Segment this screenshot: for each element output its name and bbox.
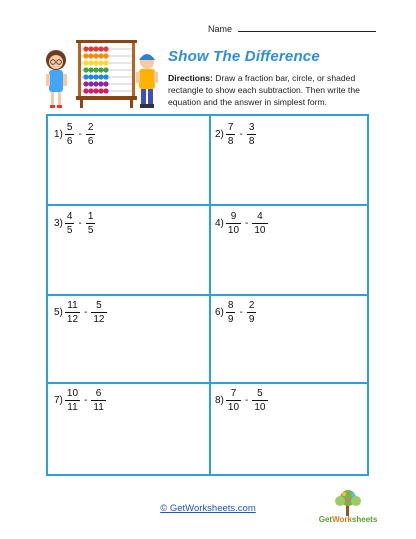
tree-icon — [318, 488, 378, 516]
fraction-bar — [91, 400, 105, 401]
numerator: 7 — [227, 122, 234, 133]
fraction — [90, 388, 106, 413]
problem-number: 5) — [54, 307, 63, 318]
name-row — [208, 23, 376, 34]
numerator: 4 — [257, 211, 263, 222]
problem-expression — [215, 388, 365, 413]
problem-cell-2[interactable] — [215, 122, 365, 182]
fraction — [225, 300, 237, 325]
grid-divider-horizontal — [48, 294, 367, 296]
minus-sign: - — [239, 129, 243, 140]
minus-sign: - — [239, 307, 243, 318]
numerator: 5 — [66, 122, 73, 133]
grid-divider-horizontal — [48, 204, 367, 206]
directions-label: Directions: — [168, 73, 213, 83]
fraction — [90, 300, 107, 325]
fraction-bar — [226, 223, 241, 224]
abacus-kids-illustration — [42, 36, 164, 112]
minus-sign: - — [245, 395, 249, 406]
fraction-bar — [65, 400, 80, 401]
denominator: 5 — [66, 225, 73, 236]
problem-cell-7[interactable] — [54, 388, 204, 448]
numerator: 11 — [67, 300, 78, 311]
logo-work: Work — [332, 515, 352, 524]
minus-sign: - — [84, 307, 88, 318]
fraction — [225, 388, 242, 413]
problem-number: 8) — [215, 395, 224, 406]
denominator: 6 — [66, 136, 73, 147]
fraction — [85, 122, 97, 147]
numerator: 7 — [230, 388, 237, 399]
problem-cell-3[interactable] — [54, 211, 204, 271]
denominator: 9 — [248, 314, 255, 325]
denominator: 5 — [87, 225, 94, 236]
minus-sign: - — [78, 218, 82, 229]
numerator: 6 — [95, 388, 102, 399]
fraction-bar — [226, 400, 241, 401]
grid-divider-horizontal — [48, 382, 367, 384]
name-label: Name — [208, 24, 233, 34]
fraction-bar — [247, 134, 257, 135]
fraction — [251, 388, 268, 413]
problem-expression — [54, 300, 204, 325]
numerator: 3 — [248, 122, 255, 133]
problem-expression — [54, 122, 204, 147]
problem-number: 4) — [215, 218, 224, 229]
logo-get: Get — [318, 515, 333, 524]
logo-wordmark — [318, 515, 378, 524]
minus-sign: - — [84, 395, 88, 406]
fraction — [246, 300, 258, 325]
minus-sign: - — [78, 129, 82, 140]
fraction-bar — [65, 134, 75, 135]
fraction — [64, 122, 76, 147]
numerator: 2 — [248, 300, 255, 311]
problem-cell-8[interactable] — [215, 388, 365, 448]
fraction — [85, 211, 97, 236]
problem-number: 3) — [54, 218, 63, 229]
logo-sheets: sheets — [351, 515, 378, 524]
problem-cell-5[interactable] — [54, 300, 204, 360]
denominator: 8 — [248, 136, 255, 147]
fraction-bar — [65, 312, 80, 313]
problem-grid — [46, 114, 369, 476]
problem-number: 6) — [215, 307, 224, 318]
getworksheets-logo — [318, 488, 378, 528]
numerator: 5 — [257, 388, 263, 399]
problem-expression — [215, 300, 365, 325]
denominator: 10 — [254, 225, 266, 236]
problem-number: 1) — [54, 129, 63, 140]
denominator: 6 — [87, 136, 94, 147]
denominator: 10 — [227, 402, 240, 413]
numerator: 10 — [66, 388, 79, 399]
fraction-bar — [91, 312, 106, 313]
numerator: 2 — [87, 122, 94, 133]
fraction — [64, 388, 81, 413]
problem-number: 7) — [54, 395, 63, 406]
fraction-bar — [226, 134, 236, 135]
fraction-bar — [65, 223, 75, 224]
denominator: 10 — [227, 225, 240, 236]
numerator: 9 — [230, 211, 237, 222]
denominator: 11 — [67, 402, 78, 413]
directions — [168, 72, 370, 108]
fraction-bar — [86, 134, 96, 135]
footer-link[interactable]: © GetWorksheets.com — [160, 503, 256, 514]
problem-number: 2) — [215, 129, 224, 140]
problem-expression — [215, 211, 365, 236]
denominator: 11 — [93, 402, 104, 413]
problem-cell-1[interactable] — [54, 122, 204, 182]
fraction — [246, 122, 258, 147]
fraction — [225, 211, 242, 236]
denominator: 12 — [66, 314, 79, 325]
numerator: 4 — [66, 211, 73, 222]
numerator: 5 — [96, 300, 102, 311]
problem-expression — [54, 388, 204, 413]
fraction-bar — [252, 400, 267, 401]
numerator: 8 — [227, 300, 234, 311]
denominator: 9 — [227, 314, 234, 325]
fraction-bar — [252, 223, 267, 224]
problem-cell-6[interactable] — [215, 300, 365, 360]
fraction-bar — [247, 312, 257, 313]
problem-expression — [54, 211, 204, 236]
numerator: 1 — [87, 211, 94, 222]
denominator: 10 — [254, 402, 266, 413]
fraction-bar — [86, 223, 96, 224]
minus-sign: - — [245, 218, 249, 229]
worksheet-title: Show The Difference — [168, 48, 320, 65]
fraction — [64, 300, 81, 325]
fraction-bar — [226, 312, 236, 313]
name-blank-line[interactable] — [238, 23, 376, 32]
fraction — [251, 211, 268, 236]
denominator: 12 — [93, 314, 105, 325]
fraction — [225, 122, 237, 147]
denominator: 8 — [227, 136, 234, 147]
directions-text: Draw a fraction bar, circle, or shaded rectangle to show each subtraction. Then write the equation and the answer in simplest form. — [168, 73, 360, 107]
problem-cell-4[interactable] — [215, 211, 365, 271]
problem-expression — [215, 122, 365, 147]
fraction — [64, 211, 76, 236]
